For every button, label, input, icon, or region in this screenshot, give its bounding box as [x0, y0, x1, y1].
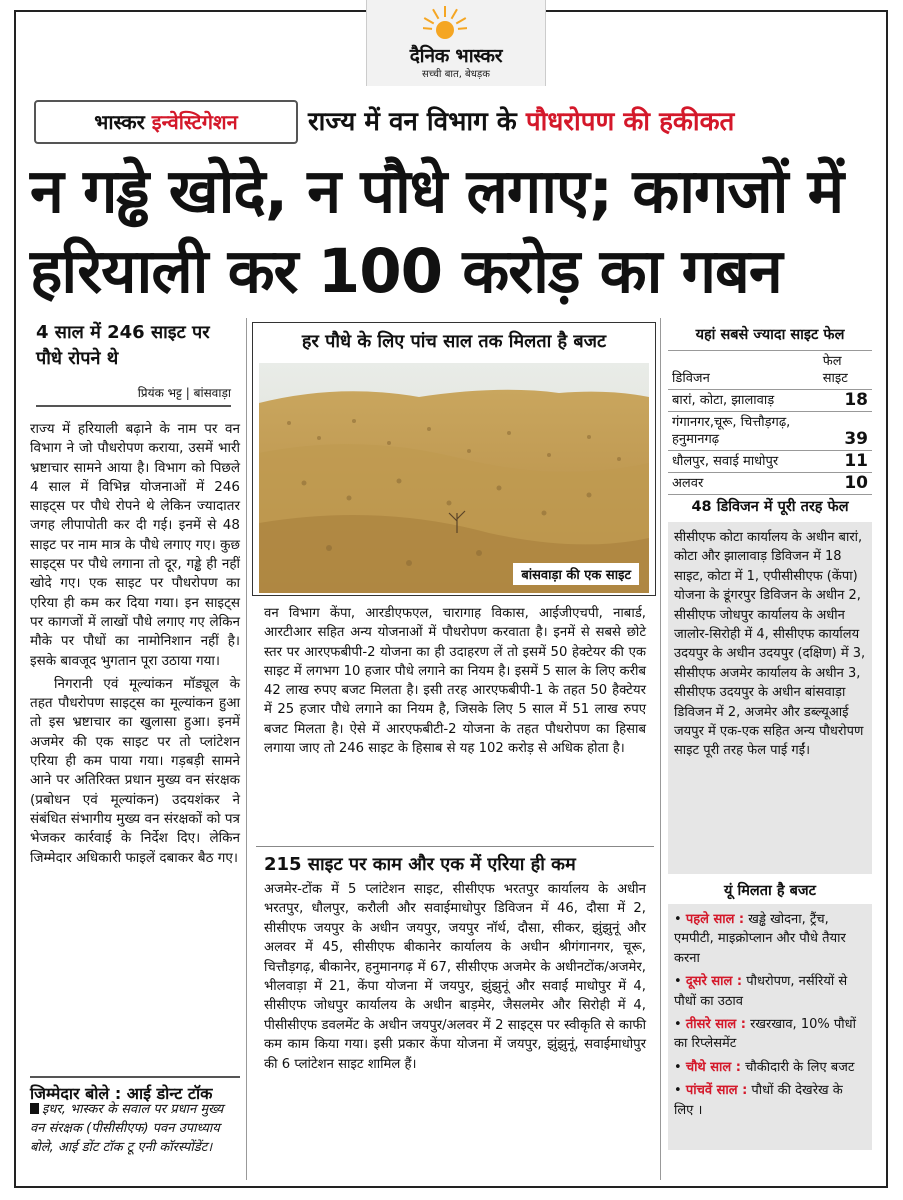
budget-list [668, 904, 872, 1150]
quote-marker-icon [30, 1103, 39, 1114]
table-cell-division: अलवर [672, 476, 704, 491]
table-row [668, 473, 872, 495]
dry-field-image [259, 363, 649, 593]
masthead [366, 0, 546, 86]
table-row [668, 412, 872, 451]
table-cell-failed: 10 [844, 473, 868, 493]
budget-item-text: पौधरोपण, नर्सरियों से पौधों का उठाव [674, 974, 848, 1009]
kicker-line [308, 102, 734, 138]
budget-item: • तीसरे साल : रखरखाव, 10% पौधों का रिप्लेसमेंट [674, 1017, 856, 1052]
failed-sites-table [668, 350, 872, 495]
kicker-lead: राज्य में वन विभाग के [308, 107, 517, 137]
brand-tagline: सच्ची बात, बेधड़क [422, 69, 490, 80]
middle-paragraph-2: अजमेर-टोंक में 5 प्लांटेशन साइट, सीसीएफ भरतपुर कार्यालय के अधीन भरतपुर, धौलपुर, करौली और सवाईमाधोपुर डिविजन में 46, दौसा में 2, सीसीएफ जयपुर के अधीन जयपुर, जयपुर नॉर्थ, दौसा, सीकर, झुंझुनूं और अलवर में 45, सीसीएफ बीकानेर कार्यालय के अधीन श्रीगंगानगर, चूरू, चित्तौड़गढ़, बीकानेर, हनुमानगढ़ में 67, सीसीएफ अजमेर के अधीनटोंक/अजमेर, भीलवाड़ा में 21, केंपा योजना में जयपुर, झुंझुनूं और सवाई माधोपुर में 4, सीसीएफ जोधपुर कार्यालय के अधीन बाड़मेर, जैसलमेर और सिरोही में 4, पीसीसीएफ डवलमेंट के अधीन जयपुर/अलवर में 2 साइट्स पर स्वीकृति से काफी कम काम किया गया। इसी प्रकार केंपा योजना में जयपुर, झुंझुनूं, सवाईमाधोपुर की 6 प्लांटेशन साइट शामिल हैं। [264, 882, 646, 1072]
budget-item: • पहले साल : खड्ढे खोदना, ट्रैंच, एमपीटी, माइक्रोप्लान और पौधे तैयार करना [674, 912, 846, 966]
brand-name: दैनिक भास्कर [409, 45, 503, 67]
dateline-place: बांसवाड़ा [193, 386, 231, 400]
budget-item: • दूसरे साल : पौधरोपण, नर्सरियों से पौधों का उठाव [674, 974, 848, 1009]
middle-subheading: 215 साइट पर काम और एक में एरिया ही कम [264, 854, 576, 875]
left-subheading: 4 साल में 246 साइट पर पौधे रोपने थे [36, 322, 210, 369]
budget-item-text: पौधों की देखरेख के लिए । [674, 1083, 843, 1118]
investigation-part2: इन्वेस्टिगेशन [151, 110, 238, 134]
photo-caption: बांसवाड़ा की एक साइट [513, 563, 639, 585]
budget-item-label: चौथे साल : [685, 1059, 741, 1075]
table-cell-failed: 18 [844, 390, 868, 410]
table-row [668, 451, 872, 473]
table-cell-division: बारां, कोटा, झालावाड़ [672, 393, 775, 408]
photo-title: हर पौधे के लिए पांच साल तक मिलता है बजट [301, 331, 607, 352]
budget-item: • चौथे साल : चौकीदारी के लिए बजट [674, 1059, 855, 1075]
table-row [668, 390, 872, 412]
left-paragraph-1: राज्य में हरियाली बढ़ाने के नाम पर वन विभाग ने जो पौधरोपण कराया, उसमें भारी भ्रष्टाचार सामने आया है। विभाग को पिछले 4 साल में विभिन्न योजनाओं में 246 साइट्स पर पौधे रोपने थे लेकिन ज्यादातर जगह लीपापोती कर दी गई। इनमें से 48 साइट पर नाम मात्र के पौधे लगाए गए। कुछ साइट्स पर पौधे लगाना तो दूर, गड्ढे ही नहीं खोदे गए। एक साइट पर पौधरोपण का एरिया ही कम कर दिया गया। इन साइट्स पर कागजों में लाखों पौधे लगाए गए लेकिन मौके पर पौधों का नामोनिशान नहीं है। इसके बावजूद भुगतान पूरा उठाया गया। [30, 421, 240, 669]
table-cell-division: गंगानगर,चूरू, चित्तौड़गढ़, हनुमानगढ़ [672, 415, 791, 447]
table-cell-failed: 39 [844, 429, 868, 449]
quote-heading: जिम्मेदार बोले : आई डोन्ट टॉक [30, 1076, 240, 1104]
budget-item-label: दूसरे साल : [685, 974, 743, 990]
table-cell-division: धौलपुर, सवाई माधोपुर [672, 454, 779, 469]
middle-rule [256, 846, 654, 847]
budget-item-text: चौकीदारी के लिए बजट [745, 1059, 855, 1075]
kicker-highlight: पौधरोपण की हकीकत [525, 107, 735, 137]
budget-item-text: खड्ढे खोदना, ट्रैंच, एमपीटी, माइक्रोप्लान और पौधे तैयार करना [674, 912, 846, 966]
main-headline: न गड्ढे खोदे, न पौधे लगाए; कागजों में हरियाली कर 100 करोड़ का गबन [30, 156, 844, 307]
column-divider-right [660, 318, 661, 1180]
column-divider-left [246, 318, 247, 1180]
budget-item-text: रखरखाव, 10% पौधों का रिप्लेसमेंट [674, 1017, 856, 1052]
byline [36, 384, 231, 407]
table-header-row [668, 350, 872, 390]
quote-body [30, 1100, 240, 1157]
author-name: प्रियंक भट्ट [137, 386, 182, 400]
table-header-failed: फेल साइट [822, 354, 848, 386]
middle-paragraph-1: वन विभाग केंपा, आरडीएफएल, चारागाह विकास, आईजीएचपी, नाबार्ड, आरटीआर सहित अन्य योजनाओं में पौधरोपण करवाता है। इनमें से सबसे छोटे स्तर पर आरएफबीपी-2 योजना का ही उदाहरण लें तो इसमें 50 हेक्टेयर की एक साइट में लगभग 10 हजार पौधे लगाने का नियम है। इसमें 5 साल के लिए करीब 42 लाख रुपए बजट मिलता है। इसी तरह आरएफबीपी-1 के तहत 50 हैक्टेयर में 25 हजार पौधे लगाने का नियम है, जिसके लिए 5 साल में 51 लाख रुपए बजट मिलता है। ऐसे में आरएफबीटी-2 योजना के तहत पौधरोपण का हिसाब लगाया जाए तो 246 साइट के हिसाब से यह 102 करोड़ से अधिक होता है। [264, 606, 646, 757]
left-paragraph-2: निगरानी एवं मूल्यांकन मॉड्यूल के तहत पौधरोपण साइट्स का मूल्यांकन हुआ तो इस भ्रष्टाचार का खुलासा हुआ। इनमें अजमेर की एक साइट पर तो प्लांटेशन एरिया ही कम पाया गया। गड़बड़ी सामने आने पर अतिरिक्त प्रधान मुख्य वन संरक्षक (प्रबोधन एवं मूल्यांकन) उदयशंकर ने संबंधित संभागीय मुख्य वन संरक्षकों को पत्र भेजकर कार्रवाई के निर्देश दिए। लेकिन जिम्मेदार अधिकारी फाइलें दबाकर बैठ गए। [30, 675, 240, 866]
plantation-site-photo [259, 363, 649, 593]
fully-failed-body: सीसीएफ कोटा कार्यालय के अधीन बारां, कोटा और झालावाड़ डिविजन में 18 साइट, कोटा में 1, एपीसीसीएफ (केंपा) योजना के डूंगरपुर डिविजन के अधीन 2, सीसीएफ जोधपुर कार्यालय के अधीन जालोर-सिरोही में 4, सीसीएफ कार्यालय उदयपुर के अधीन उदयपुर (दक्षिण) में 3, सीसीएफ अजमेर कार्यालय के अधीन 3, सीसीएफ उदयपुर के अधीन बांसवाड़ा डिविजन में 2, अजमेर और डब्ल्यूआई जयपुर में एक-एक सहित अन्य पौधरोपण साइट पूरी तरह फेल पाई गईं। [668, 522, 872, 874]
budget-title: यूं मिलता है बजट [724, 883, 816, 899]
investigation-part1: भास्कर [94, 110, 145, 134]
fully-failed-title: 48 डिविजन में पूरी तरह फेल [691, 499, 849, 515]
failed-sites-table-title: यहां सबसे ज्यादा साइट फेल [695, 327, 845, 343]
budget-item-label: पांचवें साल : [685, 1083, 748, 1099]
budget-item-label: तीसरे साल : [685, 1017, 746, 1033]
budget-item: • पांचवें साल : पौधों की देखरेख के लिए । [674, 1083, 843, 1118]
byline-separator: | [185, 386, 194, 400]
budget-item-label: पहले साल : [685, 912, 745, 927]
investigation-badge [34, 100, 298, 144]
left-body [30, 420, 240, 872]
table-header-division: डिविजन [672, 371, 710, 386]
photo-box [252, 322, 656, 596]
table-cell-failed: 11 [844, 451, 868, 471]
quote-text: इधर, भास्कर के सवाल पर प्रधान मुख्य वन संरक्षक (पीसीसीएफ) पवन उपाध्याय बोले, आई डोंट टॉक टू एनी कॉरस्पोंडेंट। [30, 1102, 224, 1155]
sun-logo-icon [423, 2, 467, 46]
